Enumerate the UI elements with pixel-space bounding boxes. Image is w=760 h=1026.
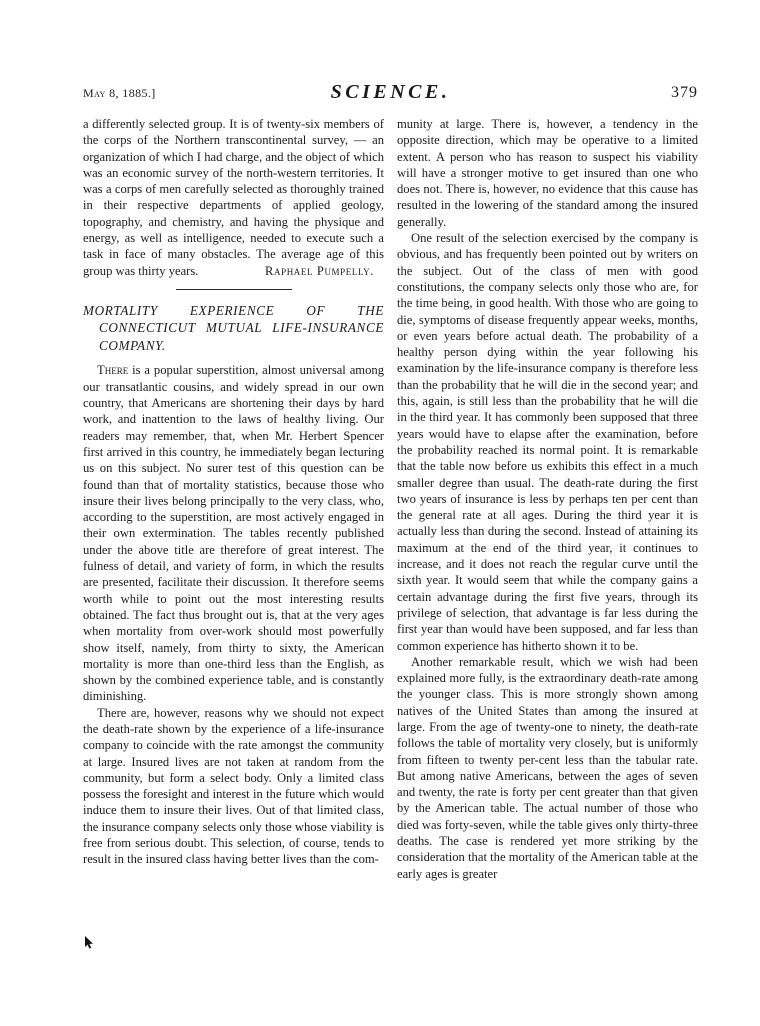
paragraph-survey-conclusion bbox=[83, 116, 384, 279]
issue-date: May 8, 1885.] bbox=[83, 86, 156, 100]
left-column bbox=[83, 116, 384, 882]
paragraph-community-continuation: munity at large. There is, however, a tendency in the opposite direction, which may be operative to a limited extent. A person who has reason to suspect his viability will have a stronger motive to get insured than one who does not. There is, however, no evidence that this cause has resulted in the lowering of the standard among the insured generally. bbox=[397, 117, 698, 229]
author-signature: Raphael Pumpelly. bbox=[265, 263, 374, 278]
journal-title: SCIENCE. bbox=[330, 81, 451, 103]
text-columns bbox=[83, 116, 698, 882]
lead-word: There bbox=[97, 363, 129, 378]
paragraph-select-body: There are, however, reasons why we should not expect the death-rate shown by the experience of a life-insurance company to coincide with the rate amongst the community at large. Insured lives are not taken at random from the community, but form a select body. Only a limited class possess the foresight and interest in the future which would induce them to insure their lives. Out of that limited class, the insurance company selects only those whose viability is free from serious doubt. This selection, of course, tends to result in the insured class having better lives than the com- bbox=[83, 705, 384, 867]
article-title: MORTALITY EXPERIENCE OF THE CONNECTICUT MUTUAL LIFE-INSURANCE COMPANY. bbox=[83, 302, 384, 353]
paragraph-selection-result: One result of the selection exercised by the company is obvious, and has frequently been pointed out by writers on the subject. Out of the class of men with good constitutions, the company selects only those who are, for the time being, in good health. With those who are going to die, symptoms of disease frequently appear weeks, months, or even years before actual death. The probability of a healthy person dying within the year following his examination by the life-insurance company is therefore less than the probability that he will die in the second year; and this, again, is still less than the probability that he will die in the third year. It has commonly been supposed that three years would have to elapse after the examination, before the probability reached its normal point. It is remarkable that the table now before us exhibits this effect in a much smaller degree than usual. The death-rate during the first two years of insurance is less by perhaps ten per cent than the general rate at all ages. During the third year it is actually less than during the second. Instead of attaining its maximum at the end of the third year, it continues to increase, and it does not reach the regular curve until the sixth year. It would seem that while the company gains a certain advantage during the first five years, through its privilege of selection, that advantage is far less during the first year than would have been supposed, and far less than common experience has hitherto shown it to be. bbox=[397, 231, 698, 653]
paragraph-younger-class: Another remarkable result, which we wish had been explained more fully, is the extraordinary death-rate among the younger class. This is more strongly shown among natives of the United States than among the insured at large. From the age of twenty-one to ninety, the death-rate follows the table of mortality very closely, but is uniformly from fifteen to twenty per-cent less than the tabular rate. But among native Americans, between the ages of seven and twenty, the rate is forty per cent greater than that given by the American table. The actual number of those who died was forty-seven, while the table gives only thirty-three deaths. The case is rendered yet more striking by the consideration that the mortality of the American table at the early ages is greater bbox=[397, 654, 698, 881]
paragraph-text: a differently selected group. It is of twenty-six members of the corps of the Northern transcontinental survey, — an organization of which I had charge, and the object of which was an economic survey of the north-western territories. It was a corps of men carefully selected as thoroughly trained in their respective departments of applied geology, topography, and chemistry, and having the physique and energy, as well as intelligence, needed to execute such a task in face of many obstacles. The average age of this group was thirty years. bbox=[83, 117, 384, 278]
page-header bbox=[83, 78, 698, 104]
paragraph-text: is a popular superstition, almost universal among our transatlantic cousins, and widely spread in our own country, that Americans are shortening their days by hard work, and inattention to the laws of healthy living. Our readers may remember, that, when Mr. Herbert Spencer first arrived in this country, he immediately began lecturing us on this subject. No surer test of this question can be found than that of mortality statistics, because those who insure their lives belong principally to the very class, who, according to the superstition, are most actively engaged in their own extermination. The tables recently published under the above title are therefore of great interest. The fulness of detail, and variety of form, in which the results are presented, facilitate their discussion. It therefore seems worth while to point out the most interesting results obtained. The fact thus brought out is, that at the very ages when mortality from over-work should most powerfully show itself, namely, from thirty to sixty, the American mortality is more than one-third less than the English, as shown by the combined experience table, and is constantly diminishing. bbox=[83, 363, 384, 704]
right-column bbox=[397, 116, 698, 882]
article-separator-rule bbox=[176, 289, 292, 290]
paragraph-superstition bbox=[83, 362, 384, 704]
mouse-cursor-icon bbox=[85, 936, 94, 949]
page-number: 379 bbox=[671, 84, 698, 101]
